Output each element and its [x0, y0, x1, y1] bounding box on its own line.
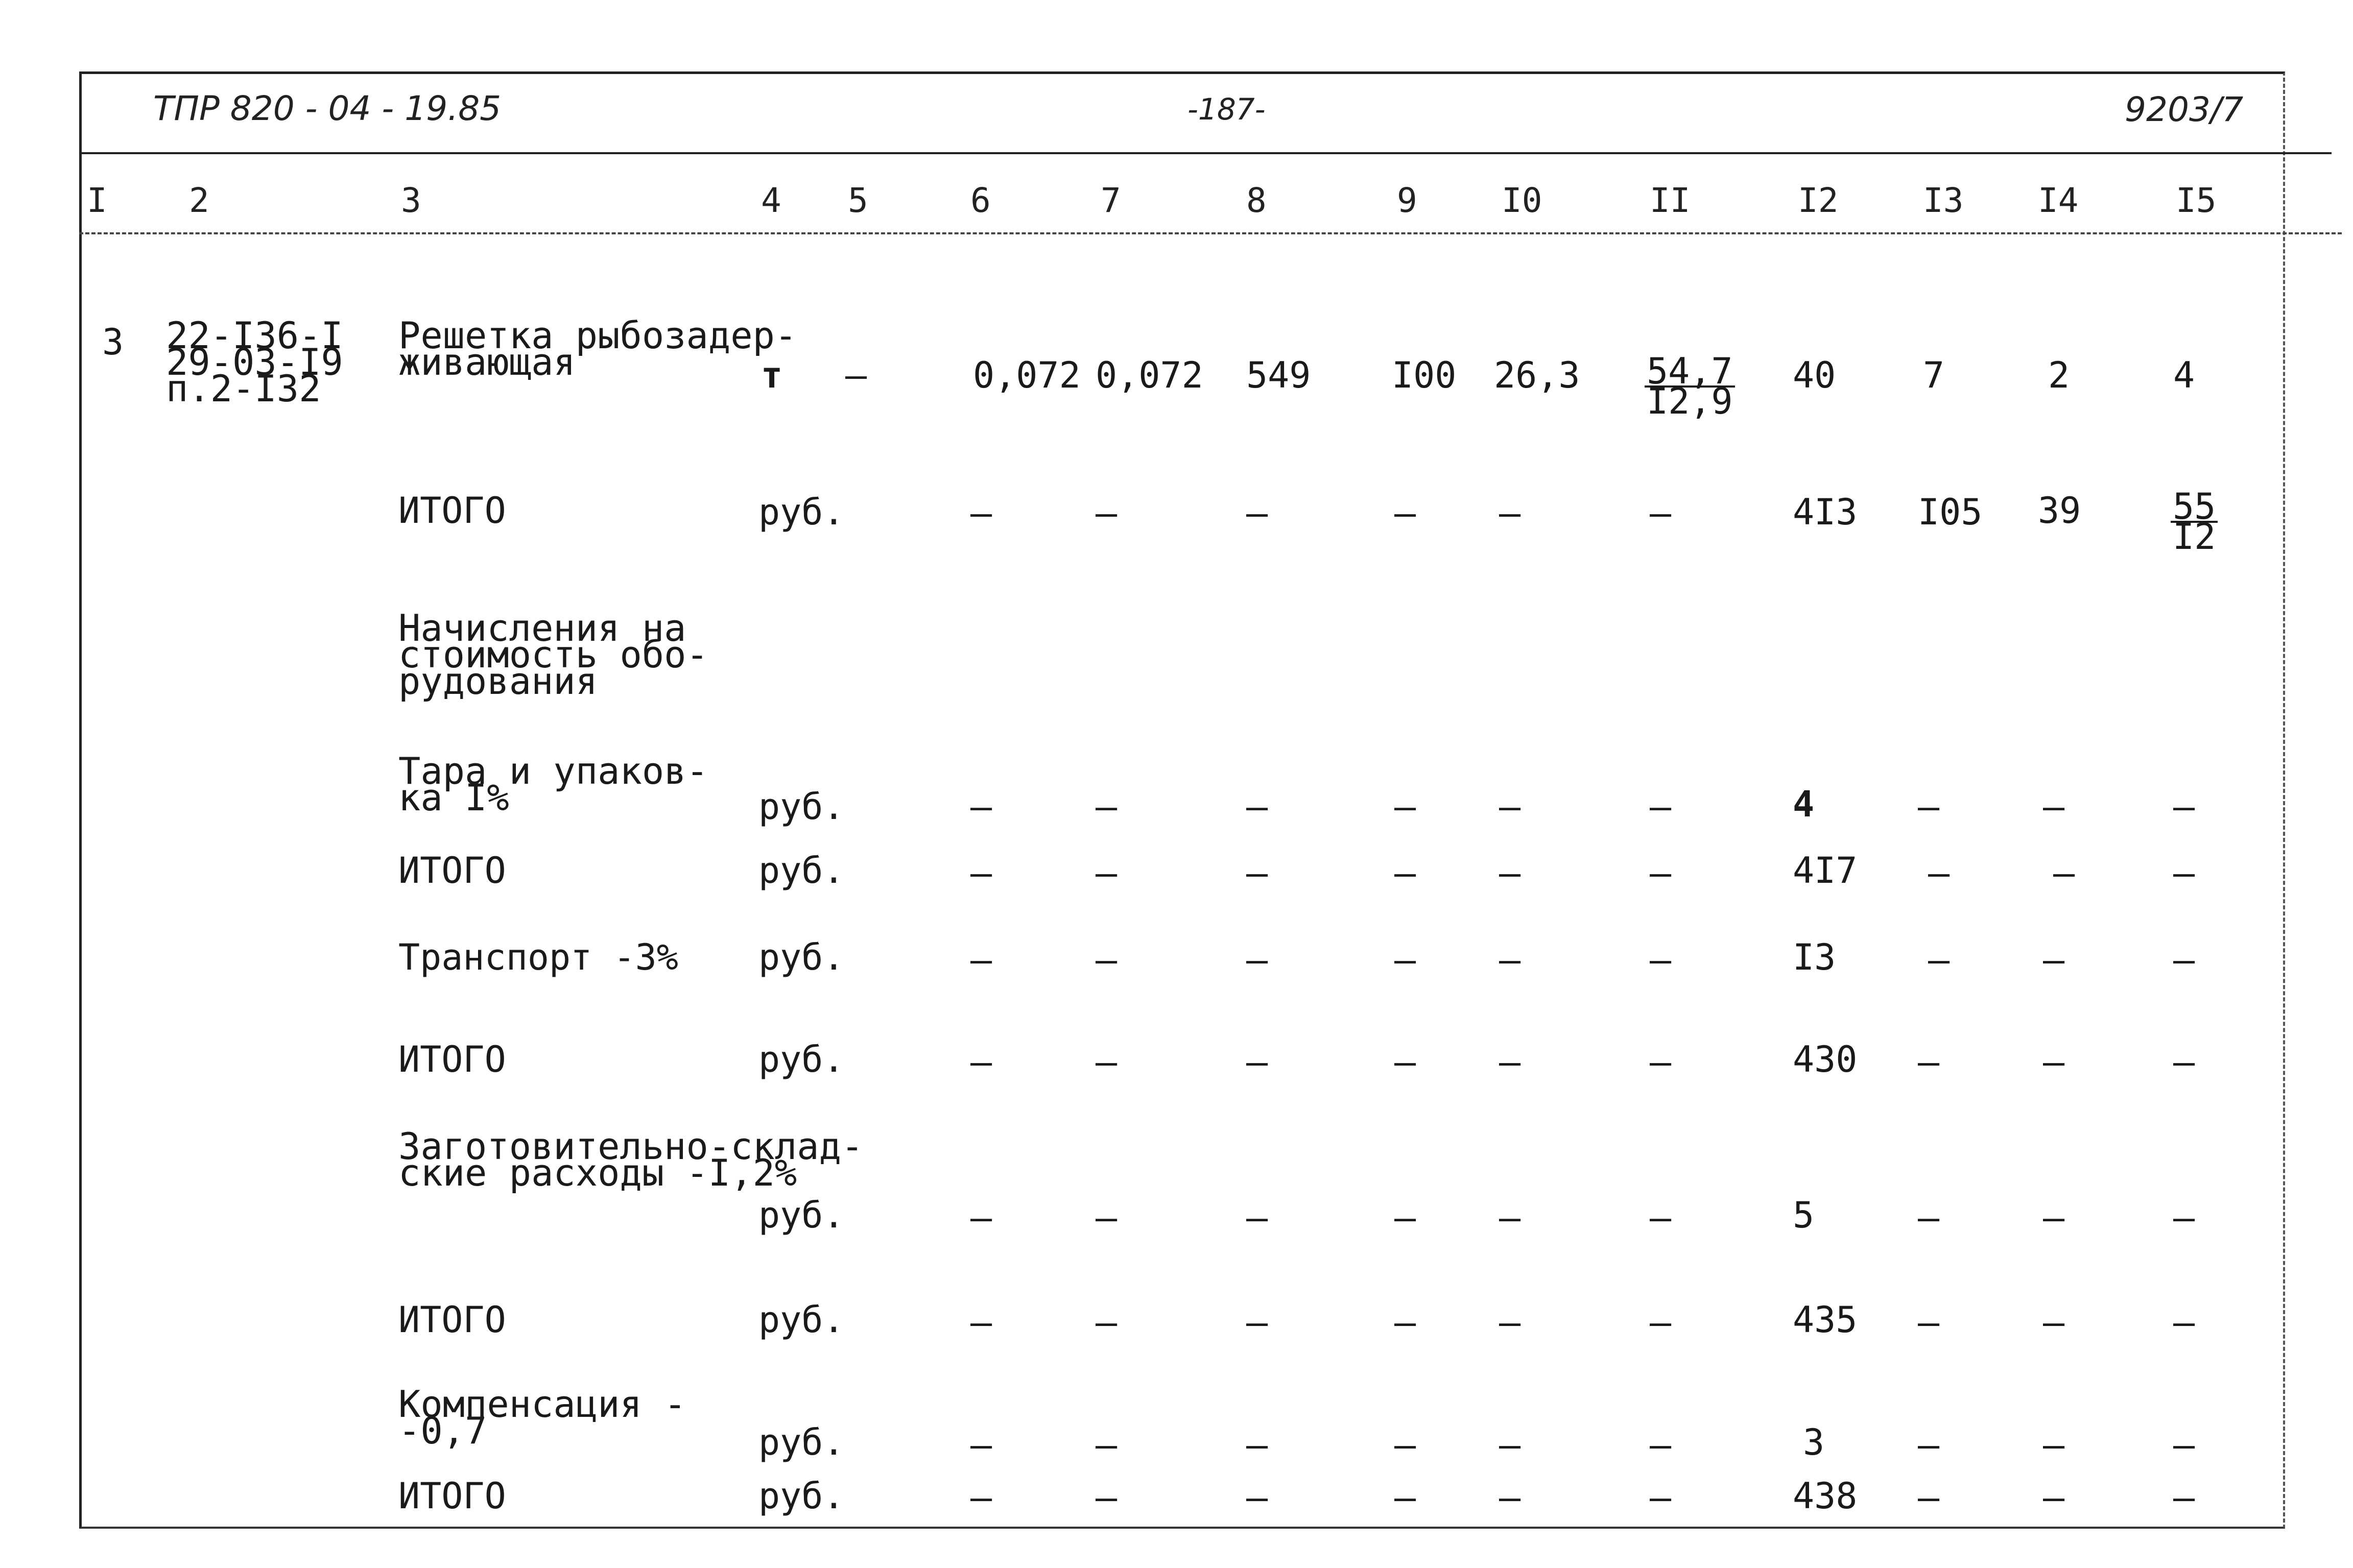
- column-header: II: [1650, 181, 1691, 220]
- item-col13: 7: [1923, 354, 1945, 396]
- dash: –: [1928, 939, 1950, 981]
- dash: –: [2173, 852, 2195, 894]
- dash: –: [1096, 1301, 1118, 1343]
- item-number: 3: [102, 321, 124, 363]
- dash: –: [1650, 852, 1672, 894]
- dash: –: [2043, 1301, 2065, 1343]
- column-header: 2: [189, 181, 209, 220]
- row-label: ИТОГО: [398, 850, 506, 891]
- item-col14: 2: [2048, 354, 2070, 396]
- dash: –: [1499, 492, 1521, 534]
- item-col9: I00: [1392, 354, 1457, 396]
- document-code: ТПР 820 - 04 - 19.85: [153, 89, 502, 128]
- row-label: Компенсация - -0,7: [398, 1383, 686, 1452]
- row-unit: руб.: [758, 850, 845, 891]
- fraction-denominator: I2: [2173, 515, 2216, 558]
- row-label: ИТОГО: [398, 1299, 506, 1341]
- row-unit: руб.: [758, 936, 845, 978]
- dash: –: [1096, 1424, 1118, 1466]
- dash: –: [1499, 1197, 1521, 1239]
- row-unit: руб.: [758, 1475, 845, 1517]
- column-header: I2: [1798, 181, 1839, 220]
- column-header: I5: [2176, 181, 2217, 220]
- dash: –: [1918, 786, 1940, 828]
- dash: –: [1499, 852, 1521, 894]
- item-col12: 40: [1793, 354, 1836, 396]
- item-code: 22-I36-I 29-03-I9 п.2-I32: [166, 314, 343, 410]
- row-label: Тара и упаков- ка I%: [398, 750, 708, 819]
- row-col12: 5: [1793, 1194, 1815, 1236]
- dash: –: [1394, 492, 1416, 534]
- dash: –: [1499, 1424, 1521, 1466]
- row-col12: 4: [1793, 783, 1815, 825]
- dash: –: [1499, 1477, 1521, 1518]
- dash: –: [1096, 1041, 1118, 1083]
- column-header: 4: [761, 181, 781, 220]
- row-col12: 4I7: [1793, 850, 1858, 891]
- dash: –: [1096, 492, 1118, 534]
- item-col10: 26,3: [1494, 354, 1580, 396]
- dash: –: [1918, 1301, 1940, 1343]
- dash: –: [1499, 1041, 1521, 1083]
- dash: –: [1096, 786, 1118, 828]
- dash: –: [2173, 786, 2195, 828]
- item-col8: 549: [1246, 354, 1311, 396]
- dash: –: [2043, 939, 2065, 981]
- dash: –: [2173, 1301, 2195, 1343]
- dash: –: [2043, 1041, 2065, 1083]
- section-title: Начисления на стоимость обо- рудования: [398, 607, 708, 703]
- page-number: -187-: [1187, 92, 1266, 127]
- item-col11-fraction: [1645, 350, 1735, 422]
- header-divider: [79, 152, 2332, 154]
- row-label: ИТОГО: [398, 1039, 506, 1080]
- dash: –: [1246, 786, 1268, 828]
- column-header: 7: [1101, 181, 1121, 220]
- column-header: 9: [1397, 181, 1417, 220]
- item-col15: 4: [2173, 354, 2195, 396]
- dash: –: [2173, 1477, 2195, 1518]
- dash: –: [1650, 939, 1672, 981]
- row-col12: 430: [1793, 1039, 1858, 1080]
- dash: –: [1928, 852, 1950, 894]
- dash: –: [1246, 1424, 1268, 1466]
- row-label: ИТОГО: [398, 1475, 506, 1517]
- dash: –: [1096, 939, 1118, 981]
- dash: –: [970, 1477, 992, 1518]
- column-header: I0: [1502, 181, 1542, 220]
- row-unit: руб.: [758, 786, 845, 828]
- item-unit: т: [761, 354, 783, 396]
- dash: –: [970, 492, 992, 534]
- dash: –: [1096, 852, 1118, 894]
- sheet-code: 9203/7: [2125, 90, 2244, 129]
- dash: –: [2173, 939, 2195, 981]
- column-header: I3: [1923, 181, 1964, 220]
- column-header: I4: [2038, 181, 2079, 220]
- dash: –: [1650, 1424, 1672, 1466]
- dash: –: [970, 1424, 992, 1466]
- dash: –: [2173, 1197, 2195, 1239]
- item-col6: 0,072: [973, 354, 1081, 396]
- dash: –: [970, 1197, 992, 1239]
- row-col12: I3: [1793, 936, 1836, 978]
- dash: –: [1246, 939, 1268, 981]
- dash: –: [970, 939, 992, 981]
- dash: –: [2173, 1041, 2195, 1083]
- fraction-numerator: 54,7: [1645, 357, 1735, 388]
- row-col13: I05: [1918, 491, 1983, 533]
- column-header: 5: [848, 181, 868, 220]
- item-col5: –: [845, 354, 867, 396]
- dash: –: [1650, 786, 1672, 828]
- dash: –: [2043, 786, 2065, 828]
- dash: –: [2043, 1424, 2065, 1466]
- row-unit: руб.: [758, 491, 845, 533]
- dash: –: [1246, 1301, 1268, 1343]
- row-label: ИТОГО: [398, 490, 506, 532]
- dash: –: [1650, 492, 1672, 534]
- dash: –: [1918, 1424, 1940, 1466]
- column-header: I: [87, 181, 107, 220]
- row-col14: 39: [2038, 490, 2081, 532]
- dash: –: [2043, 1477, 2065, 1518]
- dash: –: [1096, 1477, 1118, 1518]
- fraction-denominator: I2,9: [1647, 380, 1733, 422]
- row-label: Транспорт -3%: [398, 936, 678, 978]
- dash: –: [1394, 939, 1416, 981]
- column-header-divider: [79, 232, 2342, 234]
- dash: –: [2053, 852, 2075, 894]
- dash: –: [1499, 1301, 1521, 1343]
- column-header: 8: [1246, 181, 1267, 220]
- dash: –: [2043, 1197, 2065, 1239]
- dash: –: [1918, 1477, 1940, 1518]
- dash: –: [1394, 1301, 1416, 1343]
- row-unit: руб.: [758, 1421, 845, 1463]
- dash: –: [1394, 786, 1416, 828]
- item-col7: 0,072: [1096, 354, 1203, 396]
- dash: –: [1394, 1197, 1416, 1239]
- row-col12: 4I3: [1793, 491, 1858, 533]
- dash: –: [1918, 1197, 1940, 1239]
- dash: –: [1650, 1301, 1672, 1343]
- dash: –: [1394, 1041, 1416, 1083]
- dash: –: [1246, 852, 1268, 894]
- row-unit: руб.: [758, 1039, 845, 1080]
- row-col12: 3: [1803, 1421, 1825, 1463]
- dash: –: [1650, 1477, 1672, 1518]
- dash: –: [1246, 492, 1268, 534]
- column-header: 3: [401, 181, 421, 220]
- dash: –: [1246, 1041, 1268, 1083]
- row-label: Заготовительно-склад- ские расходы -I,2%: [398, 1125, 864, 1194]
- dash: –: [970, 1041, 992, 1083]
- dash: –: [970, 852, 992, 894]
- dash: –: [1246, 1477, 1268, 1518]
- row-col15-fraction: [2171, 486, 2218, 558]
- dash: –: [2173, 1424, 2195, 1466]
- dash: –: [970, 1301, 992, 1343]
- dash: –: [1246, 1197, 1268, 1239]
- dash: –: [1096, 1197, 1118, 1239]
- dash: –: [1499, 939, 1521, 981]
- dash: –: [1499, 786, 1521, 828]
- dash: –: [1394, 1424, 1416, 1466]
- dash: –: [1394, 1477, 1416, 1518]
- row-col12: 438: [1793, 1475, 1858, 1517]
- dash: –: [1394, 852, 1416, 894]
- dash: –: [1650, 1197, 1672, 1239]
- dash: –: [1918, 1041, 1940, 1083]
- fraction-numerator: 55: [2171, 493, 2218, 523]
- row-unit: руб.: [758, 1194, 845, 1236]
- dash: –: [1650, 1041, 1672, 1083]
- row-unit: руб.: [758, 1299, 845, 1341]
- item-name: Решетка рыбозадер- живающая: [398, 314, 797, 383]
- dash: –: [970, 786, 992, 828]
- column-header: 6: [970, 181, 991, 220]
- row-col12: 435: [1793, 1299, 1858, 1341]
